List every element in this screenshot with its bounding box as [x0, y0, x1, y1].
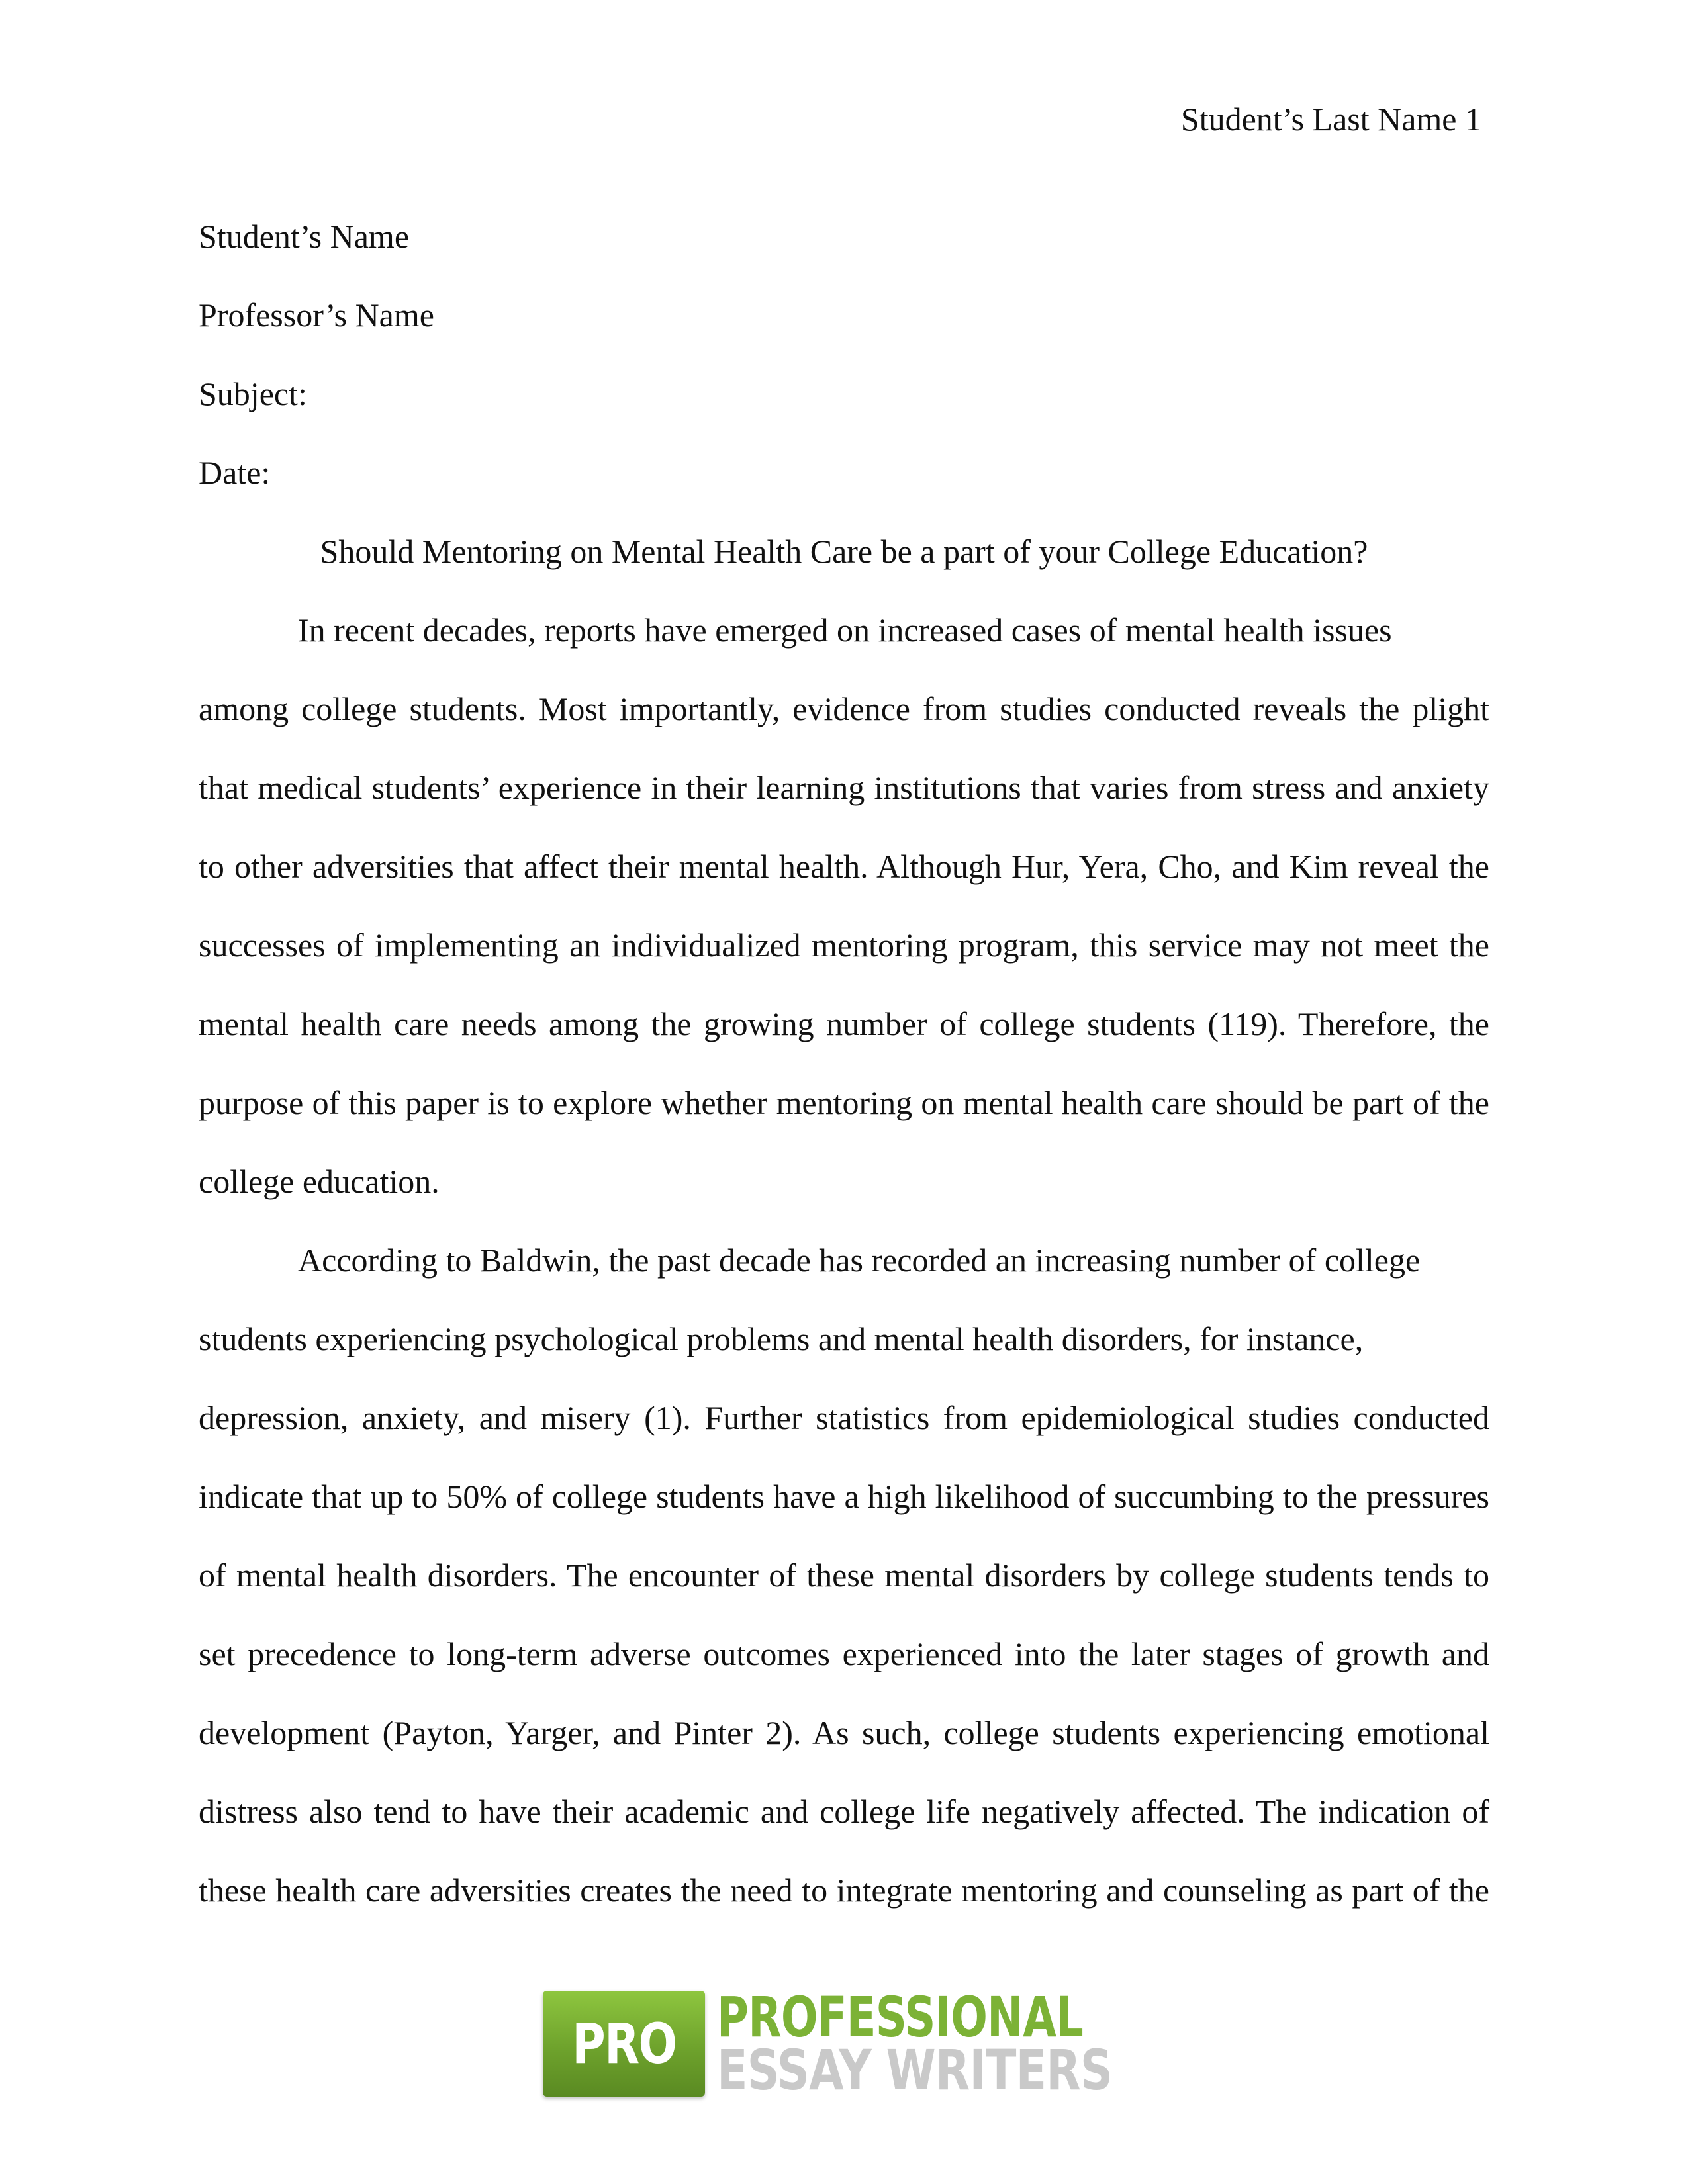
document-body: [199, 197, 1489, 1930]
paragraph-line: distress also tend to have their academic and college life negatively affected. The indication of: [199, 1793, 1489, 1830]
paragraph-line: these health care adversities creates the need to integrate mentoring and counseling as part of the: [199, 1872, 1489, 1909]
logo-badge-text: PRO: [571, 2011, 677, 2076]
paragraph-line: successes of implementing an individualized mentoring program, this service may not meet the: [199, 927, 1489, 964]
paragraph-line: to other adversities that affect their mental health. Although Hur, Yera, Cho, and Kim reveal the: [199, 848, 1489, 885]
paragraph-line: that medical students’ experience in their learning institutions that varies from stress and anxiety: [199, 769, 1489, 806]
running-head: Student’s Last Name 1: [1180, 101, 1481, 138]
professor-name: Professor’s Name: [199, 296, 434, 334]
paragraph-line: development (Payton, Yarger, and Pinter 2). As such, college students experiencing emotional: [199, 1714, 1489, 1751]
paragraph-line: mental health care needs among the growing number of college students (119). Therefore, the: [199, 1005, 1489, 1042]
paragraph-1: [199, 591, 1489, 1221]
paragraph-2: [199, 1221, 1489, 1930]
paragraph-line: In recent decades, reports have emerged on increased cases of mental health issues: [298, 612, 1392, 649]
paragraph-line: students experiencing psychological problems and mental health disorders, for instance,: [199, 1320, 1364, 1357]
student-name: Student’s Name: [199, 218, 410, 255]
essay-title: Should Mentoring on Mental Health Care be a part of your College Education?: [320, 533, 1368, 570]
logo-wordmark: [717, 1985, 1205, 2103]
brand-logo[interactable]: [543, 1985, 1205, 2103]
paragraph-line: among college students. Most importantly, evidence from studies conducted reveals the plight: [199, 690, 1489, 727]
paragraph-line: purpose of this paper is to explore whether mentoring on mental health care should be part of the: [199, 1084, 1489, 1121]
paragraph-line: indicate that up to 50% of college students have a high likelihood of succumbing to the pressures: [199, 1478, 1489, 1515]
logo-badge: [543, 1991, 705, 2097]
paragraph-line: depression, anxiety, and misery (1). Further statistics from epidemiological studies conducted: [199, 1399, 1489, 1436]
logo-line-professional: PROFESSIONAL: [717, 1985, 1084, 2050]
paragraph-line: set precedence to long-term adverse outcomes experienced into the later stages of growth and: [199, 1635, 1489, 1672]
paragraph-line: According to Baldwin, the past decade has recorded an increasing number of college: [298, 1242, 1421, 1279]
paragraph-line: college education.: [199, 1163, 440, 1200]
subject-line: Subject:: [199, 375, 307, 412]
date-line: Date:: [199, 454, 271, 491]
logo-line-essay-writers: ESSAY WRITERS: [717, 2038, 1113, 2103]
paragraph-line: of mental health disorders. The encounter of these mental disorders by college students tends to: [199, 1557, 1489, 1594]
